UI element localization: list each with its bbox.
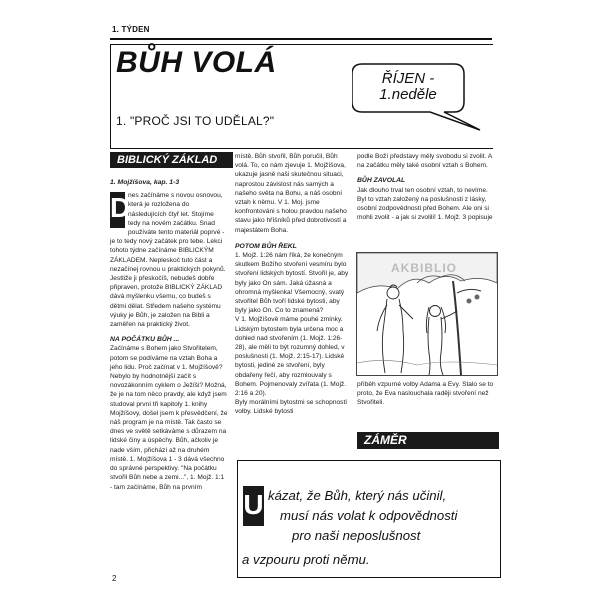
page-title: BŮH VOLÁ — [116, 46, 277, 79]
col3-paragraph-3: příběh vzpurné volby Adama a Evy. Stalo se to proto, že Eva naslouchala raději stvoření než Stvořiteli. — [357, 381, 494, 407]
section-purpose: ZÁMĚR — [357, 432, 499, 449]
bubble-sunday: 1.neděle — [379, 86, 437, 103]
col2-paragraph-2: 1. Mojž. 1:26 nám říká, že konečným skutkem Božího stvoření vesmíru bylo stvoření lidských bytostí. Stvořil je, aby byly jako On sám. Jaká úžasná a ohromná myšlenka! Všemocný, svatý stvořitel Bůh tvoří lidské bytosti, aby byly jako On. Co to znamená? — [235, 252, 349, 315]
col2-paragraph-3: V 1. Mojžíšově máme pouhé zmínky. Lidským bytostem byla určena moc a dohled nad stvořením (1. Mojž. 1:26-28), ale měli to být rozumný dohled, v poslušnosti (1. Mojž. 2:15-17). Lidské bytosti, jediné ze stvoření, byly obdařeny řečí, aby rozmlouvaly s Bohem. Pojmenovaly zvířata (1. Mojž. 2:16 a 20). — [235, 316, 347, 398]
watermark-text: AKBIBLIO — [391, 261, 457, 275]
dropcap-d: D — [110, 192, 125, 228]
purpose-line-3: pro naši neposlušnost — [292, 528, 421, 543]
purpose-line-1: kázat, že Bůh, který nás učinil, — [268, 488, 447, 503]
section-biblical-basis: BIBLICKÝ ZÁKLAD — [110, 152, 233, 168]
column-2 — [235, 152, 350, 417]
col3-paragraph-2: Jak dlouho trval ten osobní vztah, to nevíme. Byl to vztah založený na poslušnosti z lásky, osobní zodpovědnosti před Bohem. Ale oni si mohli zvolit - a jak si zvolili! 1. Mojž. 3 popisuje — [357, 186, 493, 222]
bubble-month: ŘÍJEN - — [381, 70, 435, 87]
purpose-line-2: musí nás volat k odpovědnosti — [280, 508, 458, 523]
lesson-subtitle: 1. "PROČ JSI TO UDĚLAL?" — [116, 114, 275, 128]
scripture-reference: 1. Mojžíšova, kap. 1-3 — [110, 179, 180, 186]
date-bubble — [352, 62, 482, 132]
col2-paragraph-4: Byly morálními bytostmi se schopností volby. Lidské bytosti — [235, 399, 348, 416]
bubble-text — [352, 62, 464, 112]
column-3-continued — [357, 380, 495, 408]
subheading-god-said: POTOM BŮH ŘEKL — [235, 242, 297, 250]
subheading-beginning: NA POČÁTKU BŮH ... — [110, 336, 180, 344]
col3-paragraph-1: podle Boží představy měly svobodu si zvolit. A na začátku měly také osobní vztah s Bohem. — [357, 153, 492, 170]
header-rule — [110, 38, 492, 40]
column-1 — [110, 178, 228, 492]
adam-eve-illustration — [356, 252, 498, 376]
week-label: 1. TÝDEN — [112, 25, 150, 34]
purpose-dropcap: U — [243, 486, 264, 526]
column-3 — [357, 152, 495, 222]
purpose-line-4: a vzpouru proti němu. — [242, 552, 370, 567]
page-number: 2 — [112, 574, 117, 583]
col2-paragraph-1: místě. Bůh stvořil, Bůh poručil, Bůh volá. To, co nám zjevuje 1. Mojžíšova, ukazuje jasně naši skutečnou situaci, naprostou závislost nás samých a našeho světa na Bohu, a náš osobní vztah k němu. V 1. Moj. jsme konfrontováni s holou pravdou našeho stavu jako hříšníků před dobrotivostí a majestátem Boha. — [235, 153, 347, 234]
intro-paragraph: nes začínáme s novou osnovou, která je rozložena do následujících čtyř let. Stojíme tedy na novém začátku. Snad používáte tento materiál poprvé - je to tedy nový začátek pro tebe. Lekci tohoto týdne začínáme BIBLICKÝM ZÁKLADEM. Nepleskoč tuto část a nezačínej rovnou u praktických pokynů. Jestliže ji přeskočíš, nebudeš dobře připraven, protože BIBLICKÝ ZÁKLAD dává myšlenku všemu, co budeš s dětmi dělat. Středem našeho systému výuky je Bůh, je založen na Bibli a zaměřen na praktický život. — [110, 192, 226, 329]
subheading-god-called: BŮH ZAVOLAL — [357, 177, 406, 185]
beginning-paragraph: Začínáme s Bohem jako Stvořitelem, potom se podíváme na vztah Boha a jeho lidu. Proč začínat v 1. Mojžíšově? Nebylo by hodnotnější začít s novozákonním cyklem o Ježíši? Možná, že je na tom něco pravdy, ale když jsem studoval první tři kapitoly 1. knihy Mojžíšovy, došel jsem k přesvědčení, že náš program je na místě. Tak často se dnes ve světě setkáváme s důrazem na lidské činy a úspěchy. Bůh, ačkoliv je nade vším, přichází až na druhém místě. 1. Mojžíšova 1 - 3 dává všechno do správné perspektivy. "Na počátku stvořil Bůh nebe a zemi...", 1. Mojž. 1:1 - tam začínáme, Bůh na prvním — [110, 345, 228, 491]
